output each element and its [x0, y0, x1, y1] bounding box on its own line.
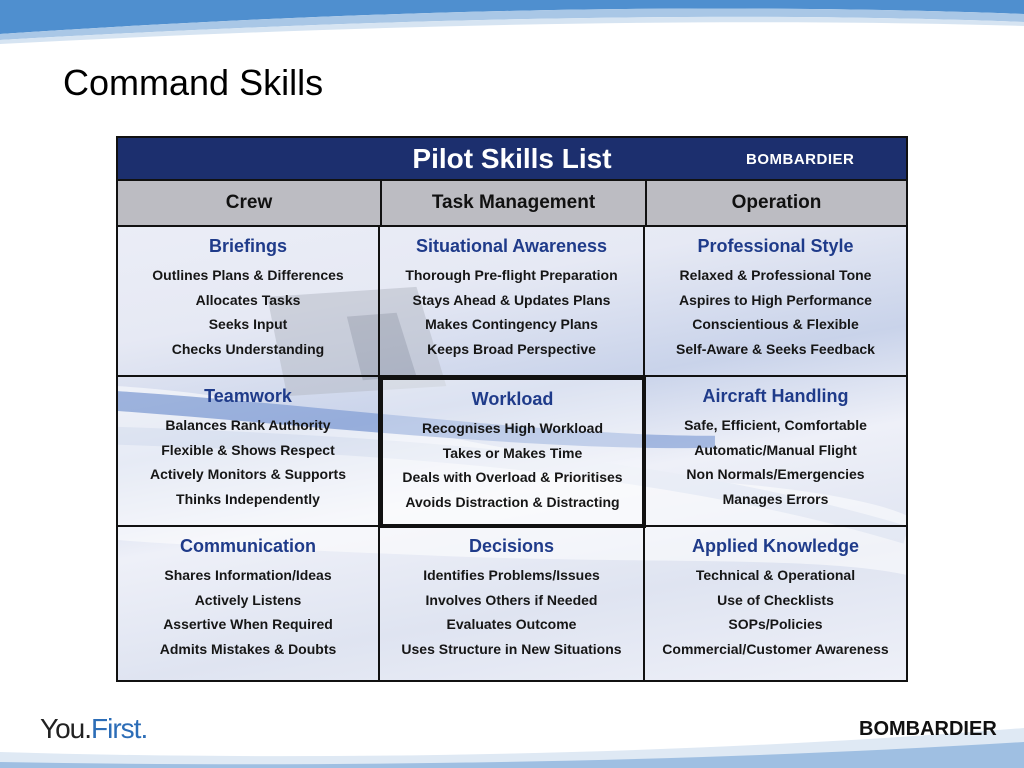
cell-item: Relaxed & Professional Tone: [679, 267, 872, 283]
cell-item: Shares Information/Ideas: [164, 567, 332, 583]
cell-item: Stays Ahead & Updates Plans: [412, 291, 611, 308]
skill-cell-communication: [118, 527, 380, 682]
cell-item: Admits Mistakes & Doubts: [159, 640, 337, 657]
cell-item: Automatic/Manual Flight: [694, 441, 857, 458]
cell-item: Safe, Efficient, Comfortable: [684, 417, 867, 433]
table-title: Pilot Skills List: [412, 143, 612, 174]
cell-item: Outlines Plans & Differences: [152, 267, 344, 283]
cell-item: Avoids Distraction & Distracting: [405, 493, 620, 510]
logo-first-text: First.: [91, 713, 148, 744]
you-first-logo: [40, 713, 147, 745]
cell-item: Thorough Pre-flight Preparation: [405, 267, 618, 283]
skill-cell-professional-style: [645, 227, 906, 377]
logo-you-text: You.: [40, 713, 92, 744]
cell-item: Makes Contingency Plans: [425, 316, 598, 332]
column-headers: [118, 181, 906, 227]
cell-title: Briefings: [208, 236, 287, 256]
cell-item: Flexible & Shows Respect: [161, 441, 335, 458]
skill-cell-teamwork: [118, 377, 380, 527]
skill-cell-workload: [379, 376, 646, 528]
bombardier-footer-logo: BOMBARDIER: [859, 718, 997, 740]
cell-title: Applied Knowledge: [691, 536, 859, 556]
cell-title: Situational Awareness: [415, 236, 608, 256]
cell-item: Balances Rank Authority: [165, 417, 331, 433]
table-header-bar: [118, 138, 906, 181]
cell-item: Actively Monitors & Supports: [149, 466, 347, 482]
cell-title: Workload: [471, 389, 554, 409]
cell-item: Identifies Problems/Issues: [423, 567, 600, 583]
cell-item: Recognises High Workload: [422, 420, 603, 436]
cell-item: Evaluates Outcome: [446, 616, 577, 632]
slide-title: Command Skills: [63, 62, 324, 103]
cell-item: Assertive When Required: [163, 616, 333, 632]
cell-item: Technical & Operational: [695, 567, 856, 583]
cell-item: Seeks Input: [208, 316, 288, 332]
cell-item: Uses Structure in New Situations: [401, 640, 622, 657]
cell-title: Professional Style: [697, 236, 854, 256]
cell-title: Aircraft Handling: [702, 386, 849, 406]
cell-item: Actively Listens: [194, 591, 302, 608]
cell-item: Keeps Broad Perspective: [427, 340, 596, 357]
cell-item: Takes or Makes Time: [442, 444, 583, 461]
skills-grid: [118, 227, 906, 682]
cell-item: SOPs/Policies: [728, 616, 823, 632]
skill-cell-decisions: [380, 527, 645, 682]
cell-item: Allocates Tasks: [195, 291, 301, 308]
cell-title: Decisions: [468, 536, 555, 556]
cell-title: Teamwork: [204, 386, 292, 406]
cell-item: Commercial/Customer Awareness: [662, 640, 889, 657]
skill-cell-applied-knowledge: [645, 527, 906, 682]
bombardier-header-logo: BOMBARDIER: [746, 151, 855, 168]
column-header-crew: Crew: [225, 192, 273, 213]
skill-cell-aircraft-handling: [645, 377, 906, 527]
cell-item: Checks Understanding: [171, 340, 325, 357]
cell-item: Involves Others if Needed: [425, 591, 598, 608]
pilot-skills-table: [116, 136, 908, 682]
cell-item: Use of Checklists: [717, 591, 834, 608]
cell-title: Communication: [179, 536, 316, 556]
cell-item: Non Normals/Emergencies: [686, 466, 865, 482]
skill-cell-briefings: [118, 227, 380, 377]
cell-item: Thinks Independently: [176, 490, 320, 507]
cell-item: Manages Errors: [722, 490, 829, 507]
top-swoosh-decoration: [0, 0, 1024, 50]
cell-item: Self-Aware & Seeks Feedback: [676, 340, 875, 357]
cell-item: Aspires to High Performance: [679, 291, 872, 308]
column-header-operation: Operation: [645, 181, 906, 225]
column-header-task-management: Task Management: [380, 181, 645, 225]
cell-item: Deals with Overload & Prioritises: [402, 469, 623, 485]
skill-cell-situational-awareness: [380, 227, 645, 377]
cell-item: Conscientious & Flexible: [692, 316, 859, 332]
